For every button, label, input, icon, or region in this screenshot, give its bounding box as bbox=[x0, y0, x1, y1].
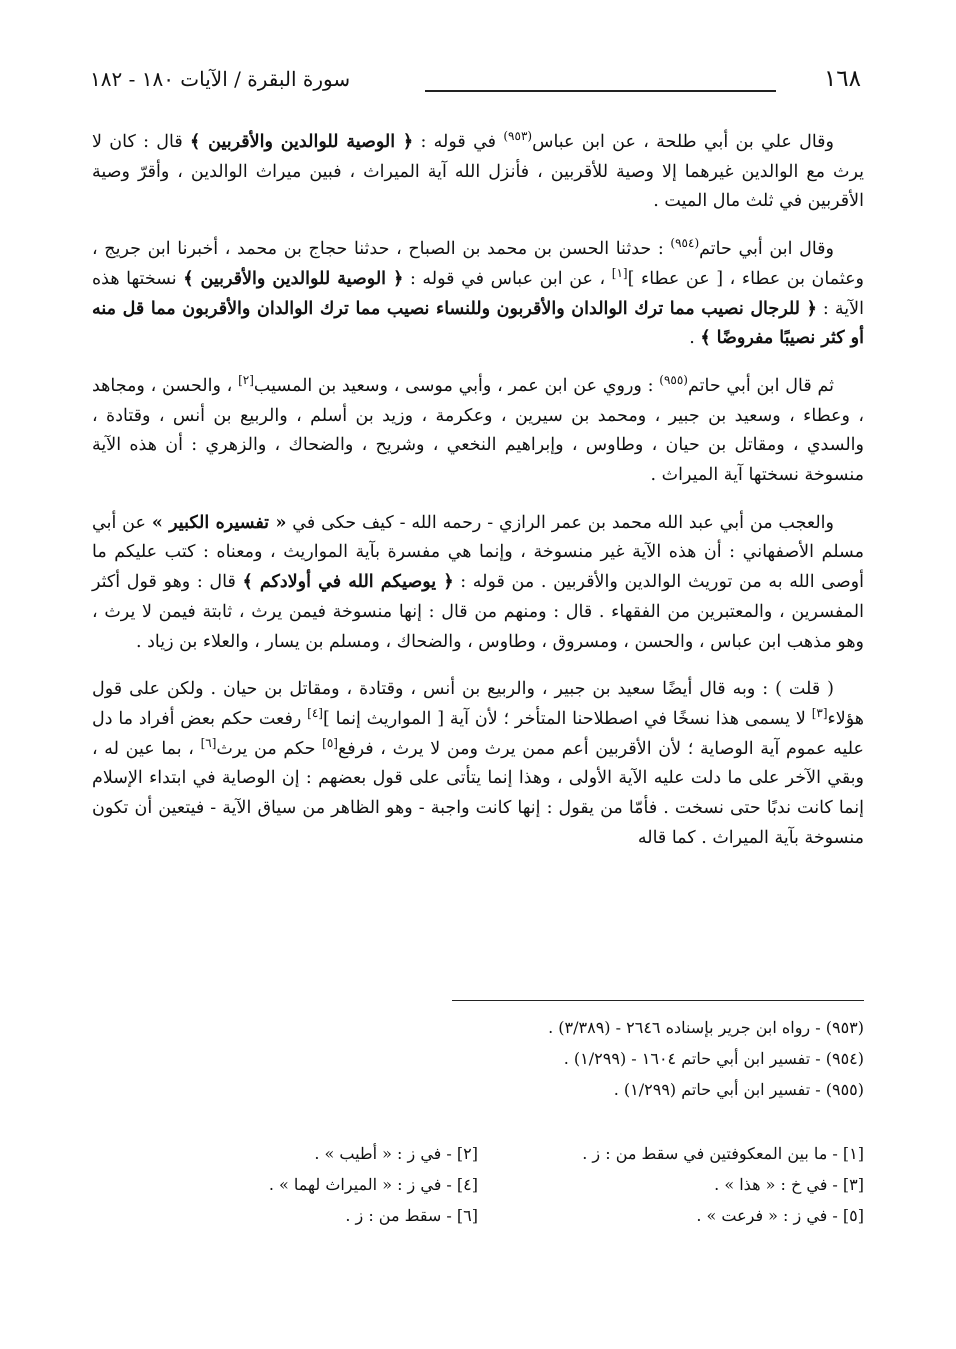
text-run: قال : وهو قول أكثر المفسرين ، والمعتبرين من الفقهاء . قال : ومنهم من قال : إنها منسوخة فيمن يرث ، ثابتة فيمن لا يرث ، وهو مذهب ابن عباس ، والحسن ، ومسروق ، وطاوس ، والضحاك ، ومسلم بن يسار ، والعلاء بن زياد . bbox=[92, 572, 864, 652]
book-title: « تفسيره الكبير » bbox=[151, 512, 287, 533]
text-run: : حدثنا الحسن بن محمد بن الصباح ، حدثنا حجاج بن محمد ، أخبرنا ابن جريج ، وعثمان بن عطاء ، [ عن عطاء ] bbox=[92, 239, 865, 289]
footnote-ref: (٩٥٥) bbox=[659, 373, 688, 388]
running-title: سورة البقرة / الآيات ١٨٠ - ١٨٢ bbox=[90, 67, 351, 91]
text-run: رفعت حكم بعض أفراد ما دل عليه عموم آية الوصاية ؛ لأن الأقربين أعم ممن يرث ومن لا يرث ، فرفع bbox=[92, 708, 864, 759]
quran-quote: ﴿ للرجال نصيب مما ترك الوالدان والأقربون وللنساء نصيب مما ترك الوالدان والأقربون مما قل منه أو كثر نصيبًا مفروضًا ﴾ bbox=[92, 298, 864, 349]
variant-ref: [٥] bbox=[322, 735, 338, 750]
quran-quote: ﴿ الوصية للوالدين والأقربين ﴾ bbox=[183, 268, 404, 289]
footnotes bbox=[92, 1012, 864, 1105]
quran-quote: ﴿ يوصيكم الله في أولادكم ﴾ bbox=[242, 572, 454, 593]
variant-ref: [٢] bbox=[238, 373, 254, 388]
variant-ref: [٤] bbox=[307, 706, 323, 721]
variant-row bbox=[92, 1200, 864, 1231]
text-run: والعجب من أبي عبد الله محمد بن عمر الرازي - رحمه الله - كيف حكى في bbox=[286, 512, 834, 533]
text-run: ، والحسن ، ومجاهد ، وعطاء ، وسعيد بن جبير ، ومحمد بن سيرين ، وعكرمة ، وزيد بن أسلم ، والربيع بن أنس ، وقتادة ، والسدي ، ومقاتل بن حيان ، وطاوس ، وإبراهيم النخعي ، وشريح ، والضحاك ، والزهري : أن هذه الآية منسوخة نسختها آية الميراث . bbox=[92, 375, 864, 486]
text-run: عن أبي مسلم الأصفهاني : أن هذه الآية غير منسوخة ، وإنما هي مفسرة بآية المواريث ، ومعناه : كتب عليكم ما أوصى الله به من توريث الوالدين والأقربين . من قوله : bbox=[92, 512, 864, 593]
variant-item: [٦] - سقط من : ز . bbox=[345, 1206, 478, 1225]
paragraph-4 bbox=[92, 509, 864, 658]
text-run: ( قلت ) : وبه قال أيضًا سعيد بن جبير ، والربيع بن أنس ، وقتادة ، ومقاتل بن حيان . ولكن على قول هؤلاء bbox=[92, 679, 865, 729]
text-run: لا يسمى هذا نسخًا في اصطلاحنا المتأخر ؛ لأن آية [ المواريث إنما ] bbox=[322, 708, 812, 729]
page-number: ١٦٨ bbox=[823, 66, 861, 92]
paragraph-3 bbox=[92, 372, 864, 491]
text-run: في قوله : bbox=[413, 132, 504, 152]
footnote-item: (٩٥٥) - تفسير ابن أبي حاتم (١/٢٩٩) . bbox=[613, 1080, 864, 1099]
variant-item: [٥] - في ز : « فرعت » . bbox=[696, 1206, 864, 1225]
paragraph-1 bbox=[92, 128, 864, 217]
text-run: نسختها هذه الآية : bbox=[92, 268, 864, 319]
text-run: حكم من يرث bbox=[216, 738, 323, 759]
text-run: ، بما عين له ، وبقي الآخر على ما دلت عليه الآية الأولى ، وهذا إنما يتأتى على قول بعضهم : إن الوصاية في ابتداء الإسلام إنما كانت ندبًا حتى نسخت . فأمّا من يقول : إنها كانت واجبة - وهو الظاهر من سياق الآية - فيتعين أن تكون منسوخة بآية الميراث . كما قاله bbox=[92, 738, 864, 848]
variant-item: [١] - ما بين المعكوفتين في سقط من : ز . bbox=[582, 1144, 864, 1163]
paragraph-2 bbox=[92, 235, 864, 354]
variant-ref: [٦] bbox=[200, 735, 217, 750]
variant-ref: [١] bbox=[611, 265, 628, 280]
variant-ref: [٣] bbox=[811, 706, 828, 721]
text-run: . bbox=[689, 328, 701, 349]
footnote-ref: (٩٥٤) bbox=[670, 236, 700, 251]
paragraph-5 bbox=[92, 675, 864, 853]
main-text bbox=[92, 128, 864, 871]
footnote-item: (٩٥٤) - تفسير ابن أبي حاتم ١٦٠٤ - (١/٢٩٩) . bbox=[563, 1049, 864, 1068]
textual-variants bbox=[92, 1138, 864, 1231]
page-header bbox=[90, 62, 861, 96]
variant-item: [٣] - في خ : « هذا » . bbox=[714, 1175, 864, 1194]
text-run: : وروي عن ابن عمر ، وأبي موسى ، وسعيد بن المسيب bbox=[253, 375, 660, 396]
text-run: وقال علي بن أبي طلحة ، عن ابن عباس bbox=[532, 132, 834, 152]
variant-row bbox=[92, 1138, 864, 1169]
footnote-item: (٩٥٣) - رواه ابن جرير بإسناده ٢٦٤٦ - (٣/٣٨٩) . bbox=[548, 1018, 864, 1037]
header-rule bbox=[425, 90, 776, 92]
variant-item: [٢] - في ز : « أطيب » . bbox=[314, 1144, 478, 1163]
text-run: قال : كان لا يرث مع الوالدين غيرهما إلا وصية للأقربين ، فأنزل الله آية الميراث ، فبين ميراث الوالدين ، وأقرّ وصية الأقربين في ثلث مال الميت . bbox=[92, 132, 865, 212]
text-run: وقال ابن أبي حاتم bbox=[699, 239, 834, 260]
footnote-rule bbox=[452, 1000, 864, 1001]
quran-quote: ﴿ الوصية للوالدين والأقربين ﴾ bbox=[190, 132, 414, 152]
text-run: ثم قال ابن أبي حاتم bbox=[687, 375, 834, 396]
variant-row bbox=[92, 1169, 864, 1200]
text-run: ، عن ابن عباس في قوله : bbox=[403, 268, 612, 289]
footnote-ref: (٩٥٣) bbox=[503, 129, 533, 144]
variant-item: [٤] - في ز : « الميراث لهما » . bbox=[268, 1175, 478, 1194]
